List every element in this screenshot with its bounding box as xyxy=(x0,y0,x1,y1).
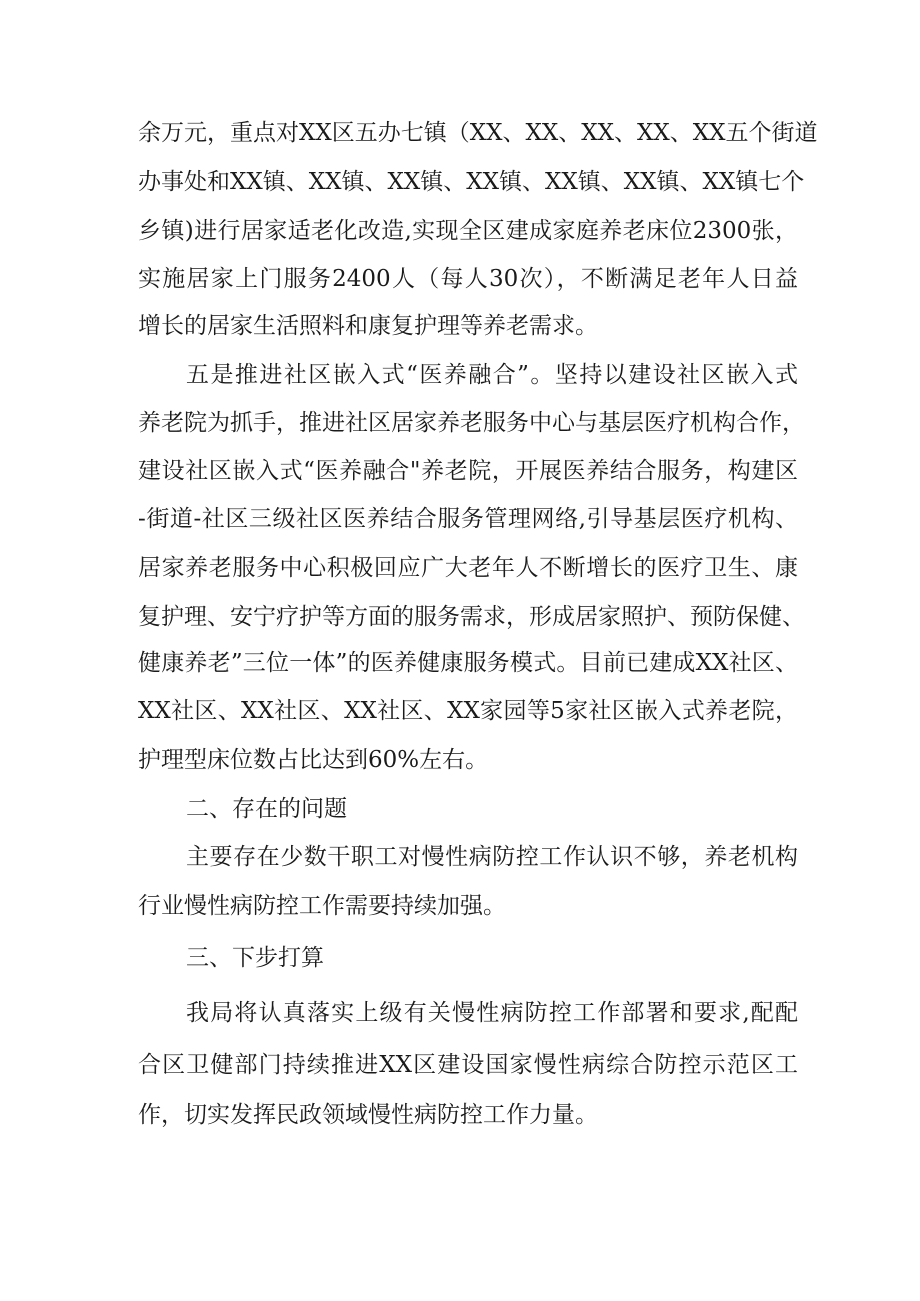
text-line-14: 护理型床位数占比达到60%左右。 xyxy=(138,747,489,773)
text-line-12: 健康养老”三位一体”的医养健康服务模式。目前已建成XX社区、 xyxy=(138,650,798,676)
text-line-8: 建设社区嵌入式“医养融合"养老院，开展医养结合服务，构建区 xyxy=(138,458,798,484)
text-line-20: 合区卫健部门持续推进XX区建设国家慢性病综合防控示范区工 xyxy=(138,1052,798,1078)
text-line-17: 行业慢性病防控工作需要持续加强。 xyxy=(138,893,506,919)
text-line-7: 养老院为抓手，推进社区居家养老服务中心与基层医疗机构合作， xyxy=(138,410,805,436)
text-line-4: 实施居家上门服务2400人（每人30次），不断满足老年人日益 xyxy=(138,266,798,292)
text-line-16: 主要存在少数干职工对慢性病防控工作认识不够，养老机构 xyxy=(186,844,798,870)
section-heading-next-steps: 三、下步打算 xyxy=(186,945,324,971)
text-line-1: 余万元，重点对XX区五办七镇（XX、XX、XX、XX、XX五个街道 xyxy=(138,120,818,146)
section-heading-problems: 二、存在的问题 xyxy=(186,796,347,822)
text-line-11: 复护理、安宁疗护等方面的服务需求，形成居家照护、预防保健、 xyxy=(138,604,805,630)
text-line-13: XX社区、XX社区、XX社区、XX家园等5家社区嵌入式养老院， xyxy=(138,698,798,724)
text-line-10: 居家养老服务中心积极回应广大老年人不断增长的医疗卫生、康 xyxy=(138,555,798,581)
text-line-3: 乡镇)进行居家适老化改造,实现全区建成家庭养老床位2300张， xyxy=(138,218,798,244)
paragraph-5-heading-line: 五是推进社区嵌入式“医养融合”。坚持以建设社区嵌入式 xyxy=(186,362,798,388)
text-line-5: 增长的居家生活照料和康复护理等养老需求。 xyxy=(138,313,598,339)
text-line-2: 办事处和XX镇、XX镇、XX镇、XX镇、XX镇、XX镇、XX镇七个 xyxy=(138,169,805,195)
text-line-21: 作，切实发挥民政领域慢性病防控工作力量。 xyxy=(138,1102,598,1128)
text-line-9: -街道-社区三级社区医养结合服务管理网络,引导基层医疗机构、 xyxy=(138,506,798,532)
text-line-19: 我局将认真落实上级有关慢性病防控工作部署和要求,配配 xyxy=(186,1000,798,1026)
